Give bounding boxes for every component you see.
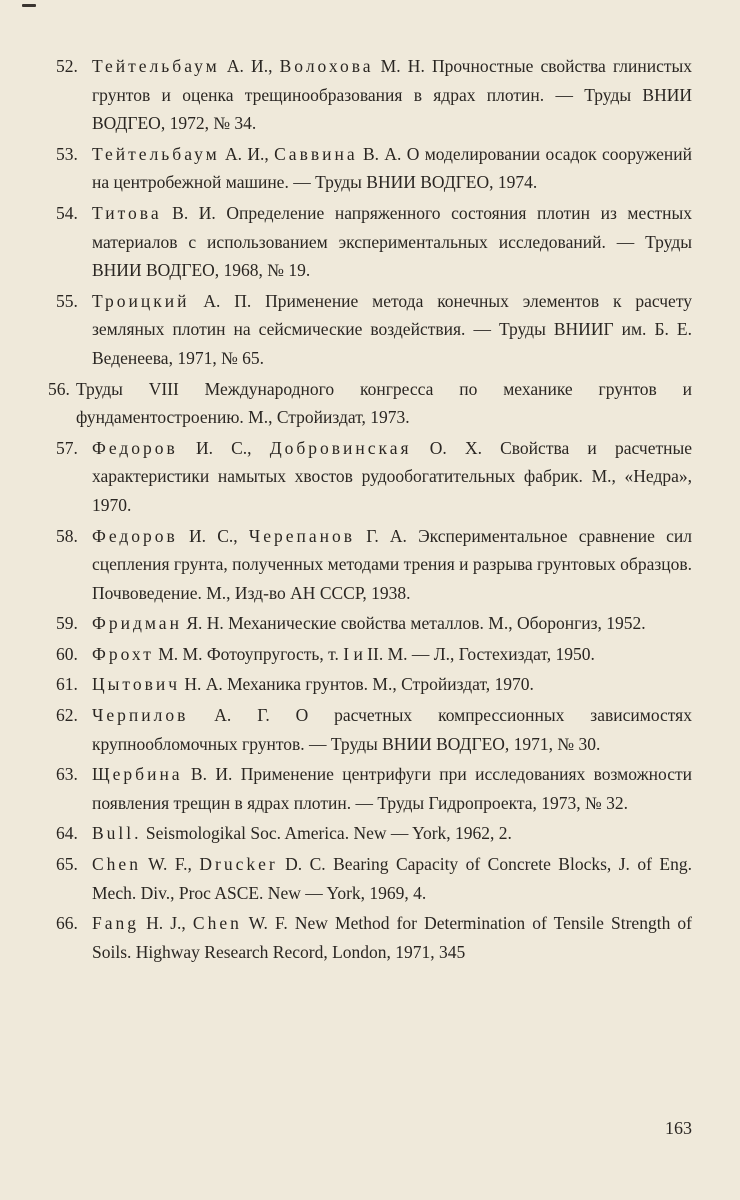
reference-text-2: Г. А. Экспериментальное сравнение сил сцепления грунта, полученных методами трения и разрыва грунтовых образцов. Почвоведение. М., Изд-во АН СССР, 1938.: [92, 525, 693, 603]
reference-number: 65.: [56, 854, 78, 875]
corner-smudge: [22, 4, 36, 7]
reference-item: [56, 640, 692, 669]
reference-text: И. С.,: [177, 437, 270, 458]
reference-text: А. И.,: [219, 56, 280, 76]
reference-number: 52.: [56, 56, 78, 76]
reference-item: [56, 850, 692, 907]
reference-number: 60.: [56, 643, 78, 664]
reference-text: H. J.,: [139, 913, 193, 934]
reference-author: Щербина: [92, 764, 183, 785]
reference-text-2: М. Н. Прочностные свойства глинистых грунтов и оценка трещинообразования в ядрах плотин. — Труды ВНИИ ВОДГЕО, 1972, № 34.: [92, 56, 692, 134]
reference-author-2: Drucker: [199, 854, 278, 875]
page-number: 163: [665, 1118, 692, 1138]
reference-number: 55.: [56, 290, 78, 311]
reference-author-2: Добровинская: [269, 437, 412, 458]
reference-author: Федоров: [92, 437, 178, 458]
reference-author-2: Chen: [192, 913, 242, 934]
reference-item: [56, 52, 692, 138]
reference-author: Bull.: [92, 823, 142, 844]
reference-text: А. Г. О расчетных компрессионных зависимостях крупнообломочных грунтов. — Труды ВНИИ ВОДГЕО, 1971, № 30.: [92, 705, 692, 754]
reference-author: Тейтельбаум: [92, 143, 220, 164]
reference-author: Федоров: [92, 525, 178, 546]
reference-number: 59.: [56, 613, 78, 634]
reference-number: 56.: [48, 378, 70, 399]
reference-number: 57.: [56, 437, 78, 458]
reference-item: [56, 670, 692, 699]
reference-author: Троицкий: [92, 290, 190, 311]
reference-list: [48, 52, 693, 968]
reference-number: 64.: [56, 823, 78, 844]
reference-author: Черпилов: [92, 705, 189, 726]
reference-text: Н. А. Механика грунтов. М., Стройиздат, 1970.: [180, 674, 534, 695]
reference-text-2: В. А. О моделировании осадок сооружений на центробежной машине. — Труды ВНИИ ВОДГЕО, 1974.: [92, 143, 692, 193]
reference-text: В. И. Применение центрифуги при исследованиях возможности появления трещин в ядрах плотин. — Труды Гидропроекта, 1973, № 32.: [92, 764, 692, 813]
reference-number: 62.: [56, 705, 78, 726]
reference-item: [56, 287, 692, 373]
reference-item: [56, 760, 692, 817]
reference-text: Труды VIII Международного конгресса по механике грунтов и фундаментостроению. М., Стройиздат, 1973.: [76, 378, 692, 428]
reference-number: 61.: [56, 674, 78, 695]
reference-number: 54.: [56, 202, 78, 223]
reference-item: [56, 609, 692, 638]
reference-number: 63.: [56, 764, 78, 785]
reference-author: Fang: [92, 913, 139, 934]
reference-number: 58.: [56, 525, 78, 546]
reference-author: Фридман: [92, 613, 182, 634]
reference-text-2: W. F. New Method for Determination of Tensile Strength of Soils. Highway Research Record, London, 1971, 345: [92, 913, 692, 962]
reference-text: А. П. Применение метода конечных элементов к расчету земляных плотин на сейсмические воздействия. — Труды ВНИИГ им. Б. Е. Веденеева, 1971, № 65.: [92, 290, 692, 368]
reference-item: [56, 819, 692, 848]
reference-item: [56, 199, 692, 285]
reference-author-2: Черепанов: [248, 525, 355, 546]
reference-number: 66.: [56, 913, 78, 934]
reference-text: М. М. Фотоупругость, т. I и II. М. — Л., Гостехиздат, 1950.: [153, 643, 595, 664]
reference-text-2: D. C. Bearing Capacity of Concrete Blocks, J. of Eng. Mech. Div., Proc ASCE. New — York, 1969, 4.: [92, 854, 692, 903]
reference-text: Я. Н. Механические свойства металлов. М., Оборонгиз, 1952.: [181, 613, 646, 634]
reference-item: [56, 140, 692, 197]
reference-text: Seismologikal Soc. America. New — York, 1962, 2.: [141, 823, 512, 844]
reference-text: W. F.,: [140, 854, 200, 875]
reference-item: [56, 434, 692, 520]
reference-item: [48, 375, 692, 432]
reference-author: Цытович: [92, 674, 180, 695]
reference-author: Тейтельбаум: [92, 56, 220, 76]
reference-text: А. И.,: [219, 143, 275, 164]
reference-text: В. И. Определение напряженного состояния плотин из местных материалов с использованием экспериментальных исследований. — Труды ВНИИ ВОДГЕО, 1968, № 19.: [92, 202, 692, 281]
reference-author: Титова: [92, 202, 162, 223]
reference-item: [56, 701, 692, 758]
reference-number: 53.: [56, 143, 78, 164]
reference-author: Фрохт: [92, 643, 154, 664]
reference-text-2: О. Х. Свойства и расчетные характеристики намытых хвостов рудообогатительных фабрик. М., «Недра», 1970.: [92, 437, 692, 515]
reference-item: [56, 909, 692, 966]
reference-author: Chen: [92, 854, 141, 875]
reference-author-2: Саввина: [274, 143, 358, 164]
reference-text: И. С.,: [177, 525, 249, 546]
reference-item: [56, 522, 692, 608]
reference-author-2: Волохова: [279, 56, 374, 76]
